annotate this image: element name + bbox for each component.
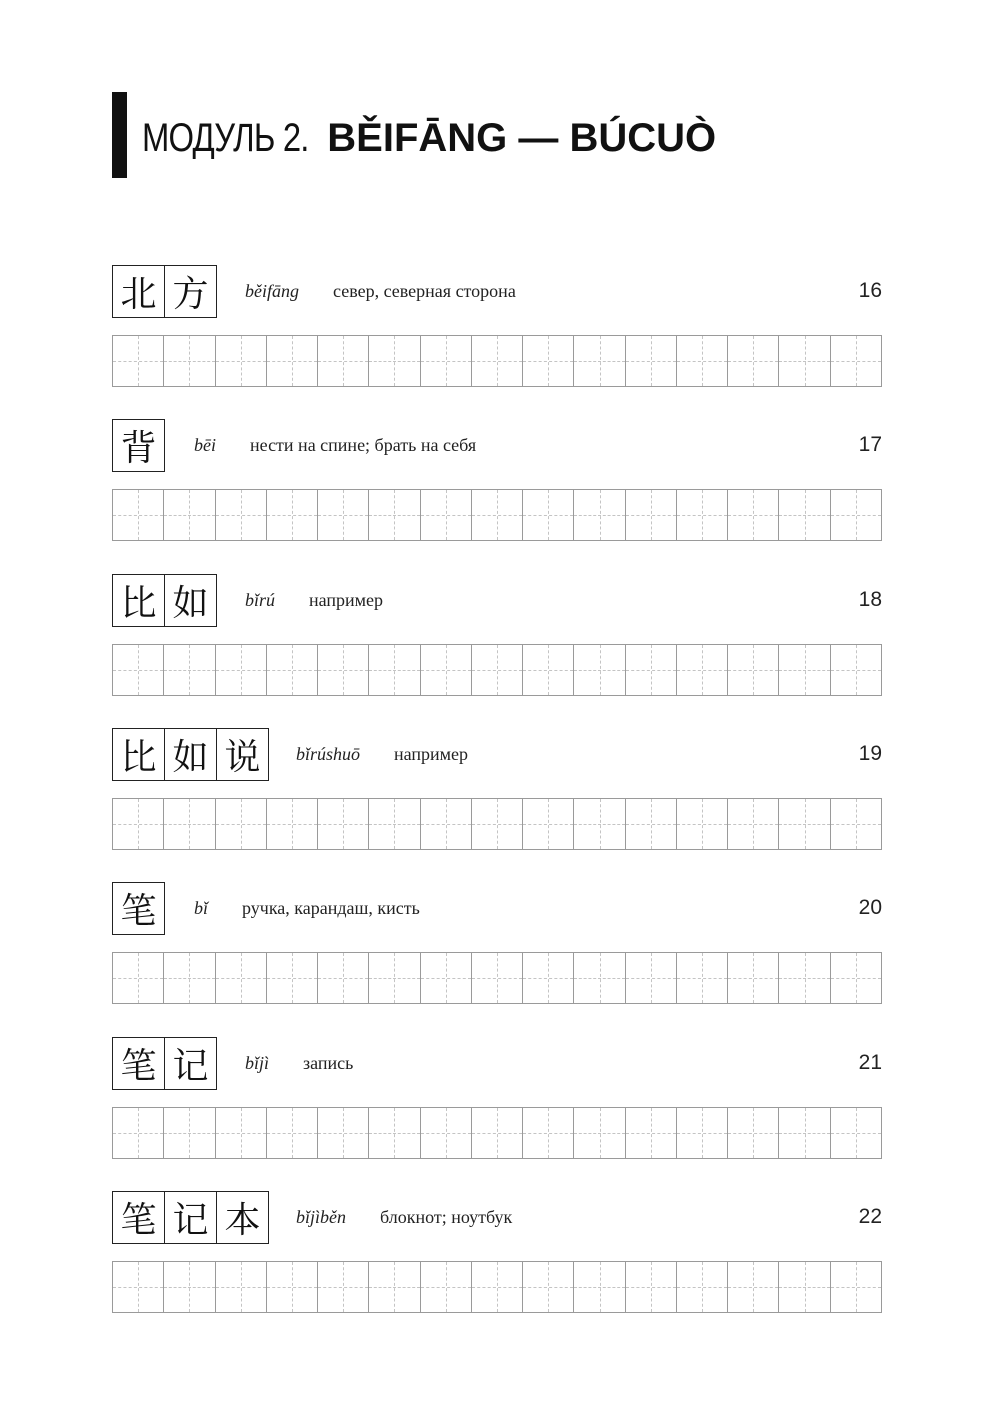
practice-cell [164,1108,215,1158]
practice-cell [626,1262,677,1312]
module-label: МОДУЛЬ 2. [142,116,309,160]
practice-cell [728,799,779,849]
pinyin: bǐ [194,898,209,918]
translation: например [394,744,469,764]
practice-cell [779,799,830,849]
hanzi-character: 背 [112,419,165,472]
practice-cell [113,799,164,849]
practice-cell [779,645,830,695]
practice-cell [369,953,420,1003]
practice-cell [523,336,574,386]
practice-cell [369,1108,420,1158]
translation: ручка, карандаш, кисть [242,898,420,918]
practice-cell [523,1108,574,1158]
hanzi-character: 如 [164,574,217,627]
practice-cell [318,953,369,1003]
practice-cell [626,799,677,849]
pinyin: bǐjì [245,1053,270,1073]
entry-number: 19 [858,742,882,765]
hanzi-character: 如 [164,728,217,781]
practice-cell [216,336,267,386]
pinyin: bēi [194,435,216,455]
practice-cell [779,1108,830,1158]
practice-cell [164,645,215,695]
practice-grid [112,798,882,850]
pinyin: bǐrúshuō [296,744,361,764]
hanzi-boxes [112,1191,269,1243]
practice-cell [421,336,472,386]
practice-cell [369,336,420,386]
practice-grid [112,489,882,541]
pinyin: běifāng [245,281,299,301]
entry-number: 16 [858,279,882,302]
practice-cell [677,799,728,849]
practice-cell [164,799,215,849]
hanzi-character: 比 [112,728,165,781]
practice-cell [113,645,164,695]
practice-cell [216,799,267,849]
practice-cell [831,1262,881,1312]
hanzi-character: 本 [216,1191,269,1244]
practice-cell [421,953,472,1003]
practice-cell [728,336,779,386]
practice-cell [523,799,574,849]
practice-cell [472,490,523,540]
entry-number: 21 [858,1051,882,1074]
practice-cell [216,953,267,1003]
practice-cell [369,490,420,540]
vocab-entry [112,419,882,549]
practice-cell [318,799,369,849]
practice-cell [677,490,728,540]
practice-cell [626,645,677,695]
practice-cell [164,336,215,386]
pinyin: bǐrú [245,590,276,610]
practice-cell [472,953,523,1003]
practice-cell [472,1108,523,1158]
translation: блокнот; ноутбук [380,1207,513,1227]
translation: запись [303,1053,354,1073]
vocab-entry [112,1191,882,1321]
practice-cell [574,1262,625,1312]
practice-cell [728,1108,779,1158]
practice-cell [574,490,625,540]
hanzi-character: 笔 [112,1191,165,1244]
module-range: BĚIFĀNG — BÚCUÒ [327,116,717,160]
practice-cell [318,645,369,695]
practice-cell [369,645,420,695]
entry-number: 18 [858,588,882,611]
hanzi-boxes [112,882,165,934]
practice-cell [831,645,881,695]
practice-cell [113,1108,164,1158]
practice-cell [164,1262,215,1312]
practice-grid [112,335,882,387]
title-accent-bar [112,92,127,178]
practice-cell [626,953,677,1003]
practice-cell [779,336,830,386]
practice-cell [728,645,779,695]
practice-cell [779,490,830,540]
hanzi-character: 比 [112,574,165,627]
hanzi-character: 记 [164,1037,217,1090]
practice-cell [267,953,318,1003]
practice-cell [216,1262,267,1312]
hanzi-character: 笔 [112,1037,165,1090]
practice-cell [267,1108,318,1158]
practice-cell [369,799,420,849]
practice-cell [574,645,625,695]
practice-cell [831,490,881,540]
practice-cell [472,336,523,386]
practice-cell [216,1108,267,1158]
practice-cell [267,645,318,695]
practice-cell [677,1108,728,1158]
practice-cell [574,799,625,849]
practice-cell [728,1262,779,1312]
vocab-entry [112,882,882,1012]
practice-cell [164,490,215,540]
practice-cell [728,490,779,540]
practice-cell [574,953,625,1003]
practice-cell [421,1262,472,1312]
practice-grid [112,644,882,696]
practice-cell [318,1108,369,1158]
practice-cell [779,1262,830,1312]
practice-cell [318,336,369,386]
hanzi-boxes [112,1037,217,1089]
practice-cell [267,490,318,540]
practice-cell [677,953,728,1003]
practice-cell [421,799,472,849]
vocab-entry [112,265,882,395]
hanzi-character: 说 [216,728,269,781]
practice-cell [216,645,267,695]
practice-cell [728,953,779,1003]
practice-cell [574,1108,625,1158]
entry-number: 20 [858,896,882,919]
practice-cell [216,490,267,540]
practice-cell [677,336,728,386]
practice-cell [472,645,523,695]
hanzi-character: 笔 [112,882,165,935]
practice-cell [831,336,881,386]
practice-cell [523,645,574,695]
vocab-entry [112,1037,882,1167]
page-title [142,108,716,168]
practice-cell [421,490,472,540]
hanzi-boxes [112,574,217,626]
practice-cell [164,953,215,1003]
vocab-entry [112,574,882,704]
practice-cell [318,1262,369,1312]
practice-cell [113,1262,164,1312]
hanzi-character: 记 [164,1191,217,1244]
hanzi-boxes [112,419,165,471]
practice-cell [831,953,881,1003]
practice-grid [112,952,882,1004]
practice-cell [523,1262,574,1312]
entry-number: 22 [858,1205,882,1228]
practice-cell [267,336,318,386]
practice-cell [113,490,164,540]
practice-cell [677,645,728,695]
practice-cell [113,953,164,1003]
practice-cell [421,645,472,695]
practice-cell [831,799,881,849]
practice-cell [318,490,369,540]
practice-cell [779,953,830,1003]
translation: например [309,590,384,610]
translation: нести на спине; брать на себя [250,435,477,455]
hanzi-boxes [112,728,269,780]
vocab-entry [112,728,882,858]
hanzi-character: 北 [112,265,165,318]
practice-cell [472,799,523,849]
practice-grid [112,1261,882,1313]
practice-cell [421,1108,472,1158]
practice-cell [523,490,574,540]
practice-cell [523,953,574,1003]
practice-cell [626,336,677,386]
practice-cell [113,336,164,386]
practice-grid [112,1107,882,1159]
practice-cell [267,799,318,849]
practice-cell [626,1108,677,1158]
translation: север, северная сторона [333,281,516,301]
practice-cell [472,1262,523,1312]
hanzi-boxes [112,265,217,317]
entry-number: 17 [858,433,882,456]
practice-cell [626,490,677,540]
hanzi-character: 方 [164,265,217,318]
practice-cell [677,1262,728,1312]
practice-cell [267,1262,318,1312]
practice-cell [574,336,625,386]
practice-cell [369,1262,420,1312]
pinyin: bǐjìběn [296,1207,346,1227]
practice-cell [831,1108,881,1158]
